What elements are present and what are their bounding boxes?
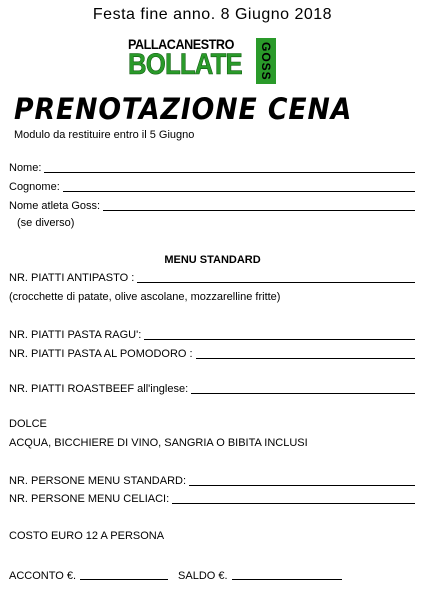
club-logo <box>128 36 280 86</box>
drinks-text: ACQUA, BICCHIERE DI VINO, SANGRIA O BIBITA INCLUSI <box>9 437 308 449</box>
payment-row <box>9 567 342 582</box>
antipasto-field[interactable] <box>9 270 415 285</box>
pasta-ragu-field[interactable] <box>9 327 415 342</box>
balance-input-line[interactable] <box>232 568 342 580</box>
menu-title: MENU STANDARD <box>164 254 261 266</box>
roastbeef-label: NR. PIATTI ROASTBEEF all'inglese: <box>9 383 189 395</box>
pasta-pomodoro-label: NR. PIATTI PASTA AL POMODORO : <box>9 348 193 360</box>
persons-standard-input-line[interactable] <box>189 474 415 486</box>
persons-standard-label: NR. PERSONE MENU STANDARD: <box>9 475 187 487</box>
surname-input-line[interactable] <box>63 180 415 192</box>
deposit-input-line[interactable] <box>80 568 168 580</box>
cost-text: COSTO EURO 12 A PERSONA <box>9 530 165 542</box>
persons-standard-field[interactable] <box>9 473 415 488</box>
dolce-text: DOLCE <box>9 418 47 430</box>
logo-main-text: BOLLATE <box>128 48 242 81</box>
pasta-pomodoro-field[interactable] <box>9 346 415 361</box>
name-field[interactable] <box>9 160 415 175</box>
athlete-note: (se diverso) <box>17 217 75 229</box>
antipasto-label: NR. PIATTI ANTIPASTO : <box>9 272 135 284</box>
roastbeef-field[interactable] <box>9 381 415 396</box>
name-input-line[interactable] <box>44 161 415 173</box>
pasta-ragu-label: NR. PIATTI PASTA RAGU': <box>9 329 142 341</box>
persons-celiac-input-line[interactable] <box>172 492 415 504</box>
booking-subtitle: Modulo da restituire entro il 5 Giugno <box>14 129 195 141</box>
roastbeef-input-line[interactable] <box>191 382 415 394</box>
surname-field[interactable] <box>9 179 415 194</box>
athlete-input-line[interactable] <box>103 199 415 211</box>
pasta-ragu-input-line[interactable] <box>144 328 415 340</box>
antipasto-input-line[interactable] <box>137 271 415 283</box>
event-title: Festa fine anno. 8 Giugno 2018 <box>92 6 333 23</box>
deposit-label: ACCONTO €. <box>9 570 77 582</box>
name-label: Nome: <box>9 162 42 174</box>
booking-title: PRENOTAZIONE CENA <box>14 92 353 126</box>
surname-label: Cognome: <box>9 181 60 193</box>
logo-top-text: PALLACANESTRO <box>128 36 234 52</box>
antipasto-description: (crocchette di patate, olive ascolane, mozzarelline fritte) <box>9 291 281 303</box>
persons-celiac-field[interactable] <box>9 491 415 506</box>
athlete-label: Nome atleta Goss: <box>9 200 101 212</box>
pasta-pomodoro-input-line[interactable] <box>196 347 415 359</box>
athlete-field[interactable] <box>9 198 415 213</box>
logo-vertical-text: GOSS <box>256 38 276 84</box>
persons-celiac-label: NR. PERSONE MENU CELIACI: <box>9 493 170 505</box>
balance-label: SALDO €. <box>178 570 228 582</box>
